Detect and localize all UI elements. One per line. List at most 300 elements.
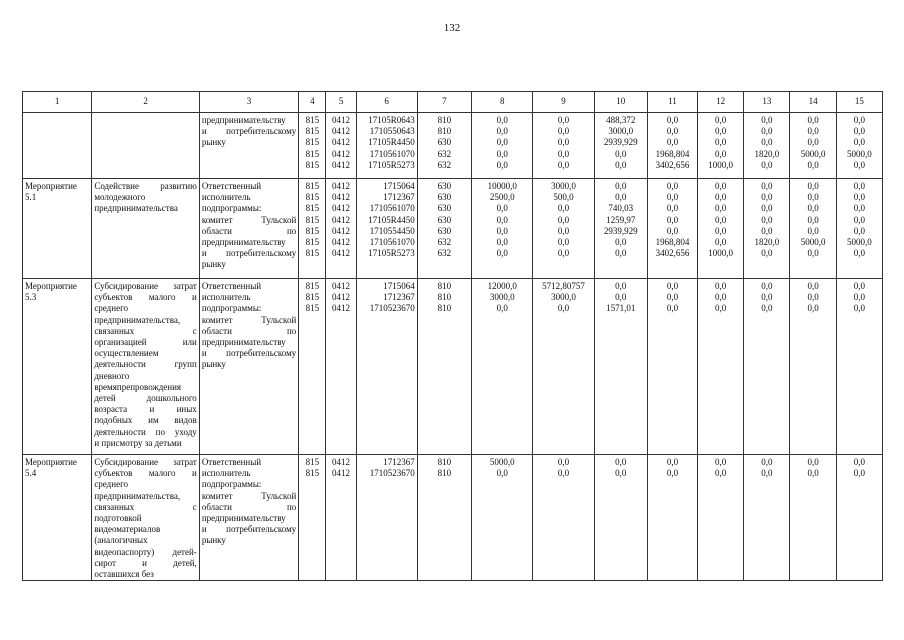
cell-line: 0,0 [715, 137, 727, 148]
cell-line: 0,0 [557, 303, 570, 314]
cell-line: 0,0 [853, 192, 865, 203]
cell-line: видеопаспорту) детей- [94, 546, 197, 557]
cell-line: 1710550643 [369, 126, 415, 137]
header-cell: 9 [533, 92, 594, 113]
cell-line: 815 [305, 192, 320, 203]
cell-line: 0,0 [715, 225, 727, 236]
cell-line: 0,0 [807, 225, 819, 236]
cell-line: 5.4 [25, 468, 37, 479]
table-cell-c12 [698, 113, 744, 179]
cell-line: 1000,0 [708, 159, 734, 170]
cell-line: 0,0 [615, 248, 627, 259]
cell-line: 630 [437, 203, 452, 214]
cell-line: исполнитель [201, 468, 251, 479]
cell-line: 815 [305, 237, 320, 248]
cell-line: и потребительскому [201, 524, 297, 535]
cell-line: 815 [305, 137, 320, 148]
cell-line: и потребительскому [201, 126, 297, 137]
cell-line: предпринимательства, [94, 490, 181, 501]
cell-line: исполнитель [201, 292, 251, 303]
cell-line: 632 [437, 159, 452, 170]
cell-line: Содействие развитию [94, 181, 197, 191]
cell-line: 5000,0 [846, 237, 872, 248]
cell-line: предпринимательства, [94, 314, 181, 325]
header-cell: 6 [356, 92, 417, 113]
cell-line: 0,0 [496, 303, 508, 314]
table-cell-c4 [299, 179, 326, 279]
cell-line: 17105R4450 [368, 137, 415, 148]
cell-line: среднего [94, 479, 129, 490]
cell-line: 0,0 [853, 303, 865, 314]
cell-line: 0,0 [615, 281, 627, 291]
cell-line: 630 [437, 214, 452, 225]
table-cell-c13 [744, 455, 790, 581]
header-cell: 1 [23, 92, 92, 113]
cell-line: 0412 [331, 126, 350, 137]
table-cell-measure [23, 455, 92, 581]
cell-line: 810 [437, 126, 452, 137]
table-cell-c15 [836, 179, 882, 279]
table-cell-executor [199, 113, 298, 179]
table-cell-c8 [472, 179, 533, 279]
cell-line: 5000,0 [489, 457, 515, 467]
cell-line: 500,0 [553, 192, 574, 203]
cell-line: 0,0 [761, 137, 773, 148]
cell-line: субъектов малого и [94, 468, 197, 479]
cell-line: Субсидирование затрат [94, 457, 197, 467]
header-cell: 13 [744, 92, 790, 113]
cell-line: рынку [201, 259, 226, 270]
table-cell-c7 [417, 179, 471, 279]
table-cell-c11 [647, 179, 697, 279]
table-cell-c12 [698, 279, 744, 455]
cell-line: 0,0 [761, 214, 773, 225]
table-cell-c14 [790, 113, 836, 179]
cell-line: 0,0 [715, 281, 727, 291]
cell-line: молодежного [94, 192, 146, 203]
cell-line: 0,0 [496, 115, 508, 125]
cell-line: 0,0 [761, 457, 773, 467]
table-cell-c5 [326, 113, 356, 179]
table-row [23, 279, 883, 455]
cell-line: 0,0 [853, 225, 865, 236]
table-cell-measure [23, 279, 92, 455]
cell-line: 0,0 [761, 181, 773, 191]
cell-line: 0412 [331, 281, 350, 291]
cell-line: подготовкой [94, 513, 142, 524]
cell-line: 0,0 [853, 468, 865, 479]
cell-line: 0,0 [807, 137, 819, 148]
cell-line: 5000,0 [800, 148, 826, 159]
cell-line: субъектов малого и [94, 292, 197, 303]
cell-line: 815 [305, 292, 320, 303]
cell-line: 17105R0643 [368, 115, 415, 125]
cell-line: 1820,0 [754, 237, 780, 248]
cell-line: 0,0 [496, 137, 508, 148]
cell-line: осуществлением [94, 348, 159, 359]
cell-line: деятельности групп [94, 359, 197, 370]
cell-line: 0,0 [853, 203, 865, 214]
cell-line: организацией или [94, 337, 197, 348]
cell-line: 0,0 [666, 203, 679, 214]
cell-line: 815 [305, 281, 320, 291]
cell-line: 0,0 [715, 303, 727, 314]
cell-line: 0,0 [496, 225, 508, 236]
cell-line: 0,0 [715, 237, 727, 248]
cell-line: 0,0 [715, 126, 727, 137]
cell-line: 0,0 [615, 237, 627, 248]
table-cell-c14 [790, 279, 836, 455]
cell-line: 630 [437, 181, 452, 191]
cell-line: 0,0 [557, 115, 570, 125]
cell-line: 0,0 [853, 457, 865, 467]
cell-line: 1259,97 [606, 214, 636, 225]
table-cell-executor [199, 179, 298, 279]
cell-line: 0,0 [807, 281, 819, 291]
table-cell-c12 [698, 179, 744, 279]
cell-line: 0,0 [807, 468, 819, 479]
cell-line: 1710554450 [369, 225, 415, 236]
cell-line: 0,0 [496, 214, 508, 225]
cell-line: связанных с [94, 325, 197, 336]
cell-line: предпринимательству [201, 513, 286, 524]
cell-line: 0,0 [615, 292, 627, 303]
cell-line: 5.3 [25, 292, 37, 303]
table-cell-c7 [417, 279, 471, 455]
cell-line: 1715064 [383, 281, 415, 291]
header-cell: 8 [472, 92, 533, 113]
cell-line: 0,0 [761, 192, 773, 203]
cell-line: 0,0 [666, 281, 679, 291]
table-cell-c6 [356, 279, 417, 455]
cell-line: 1968,804 [655, 237, 690, 248]
cell-line: 0412 [331, 159, 350, 170]
table-cell-c11 [647, 279, 697, 455]
table-cell-c10 [594, 179, 647, 279]
table-cell-c8 [472, 113, 533, 179]
table-cell-c13 [744, 113, 790, 179]
table-cell-c11 [647, 113, 697, 179]
table-row [23, 113, 883, 179]
cell-line: 0,0 [853, 248, 865, 259]
cell-line: 5000,0 [800, 237, 826, 248]
cell-line: Мероприятие [25, 181, 77, 191]
table-cell-c12 [698, 455, 744, 581]
cell-line: 0412 [331, 137, 350, 148]
table-cell-c8 [472, 455, 533, 581]
cell-line: Субсидирование затрат [94, 281, 197, 291]
cell-line: исполнитель [201, 192, 251, 203]
cell-line: 0,0 [853, 159, 865, 170]
table-cell-c5 [326, 279, 356, 455]
cell-line: 0,0 [807, 192, 819, 203]
cell-line: 1712367 [383, 192, 415, 203]
cell-line: деятельности по уходу [94, 426, 197, 437]
cell-line: 0,0 [557, 203, 570, 214]
cell-line: 0412 [331, 148, 350, 159]
cell-line: комитет Тульской [201, 314, 297, 325]
cell-line: 810 [437, 115, 452, 125]
table-cell-c8 [472, 279, 533, 455]
table-cell-executor [199, 279, 298, 455]
cell-line: 1710561070 [369, 237, 415, 248]
cell-line: 0,0 [853, 137, 865, 148]
table-cell-measure [23, 179, 92, 279]
cell-line: 12000,0 [487, 281, 517, 291]
cell-line: 815 [305, 225, 320, 236]
cell-line: 630 [437, 225, 452, 236]
cell-line: дневного [94, 370, 130, 381]
cell-line: 630 [437, 192, 452, 203]
cell-line: 0,0 [666, 137, 679, 148]
table-row [23, 179, 883, 279]
cell-line: 3000,0 [551, 181, 576, 191]
cell-line: 0,0 [615, 148, 627, 159]
cell-line: 0,0 [807, 115, 819, 125]
cell-line: 0,0 [666, 181, 679, 191]
cell-line: 0,0 [496, 126, 508, 137]
header-cell: 4 [299, 92, 326, 113]
cell-line: 815 [305, 203, 320, 214]
cell-line: 0,0 [666, 225, 679, 236]
cell-line: 1712367 [383, 457, 415, 467]
cell-line: 5712,80757 [542, 281, 585, 291]
table-cell-c10 [594, 455, 647, 581]
cell-line: 0,0 [557, 468, 570, 479]
table-cell-c13 [744, 279, 790, 455]
table-cell-c4 [299, 279, 326, 455]
cell-line: 0,0 [807, 126, 819, 137]
cell-line: 740,03 [608, 203, 634, 214]
cell-line: 810 [437, 468, 452, 479]
cell-line: 0,0 [853, 115, 865, 125]
cell-line: рынку [201, 137, 226, 148]
cell-line: 810 [437, 281, 452, 291]
table-cell-description [92, 113, 200, 179]
cell-line: 0,0 [615, 457, 627, 467]
cell-line: 0,0 [853, 181, 865, 191]
cell-line: 0,0 [557, 237, 570, 248]
cell-line: 1715064 [383, 181, 415, 191]
cell-line: 810 [437, 292, 452, 303]
cell-line: 0,0 [666, 214, 679, 225]
cell-line: предпринимательству [201, 237, 286, 248]
cell-line: 0412 [331, 303, 350, 314]
table-cell-c15 [836, 279, 882, 455]
cell-line: Мероприятие [25, 281, 77, 291]
table-header-row [23, 92, 883, 113]
cell-line: 0,0 [496, 203, 508, 214]
cell-line: 0,0 [807, 214, 819, 225]
cell-line: Ответственный [201, 281, 262, 291]
cell-line: 5000,0 [846, 148, 872, 159]
table-cell-c10 [594, 113, 647, 179]
cell-line: 0,0 [615, 192, 627, 203]
cell-line: 0,0 [715, 148, 727, 159]
cell-line: 1710561070 [369, 148, 415, 159]
table-cell-c9 [533, 455, 594, 581]
cell-line: 0,0 [666, 303, 679, 314]
cell-line: 815 [305, 248, 320, 259]
table-cell-c6 [356, 113, 417, 179]
table-cell-c9 [533, 279, 594, 455]
cell-line: 0,0 [761, 203, 773, 214]
table-cell-executor [199, 455, 298, 581]
cell-line: 0,0 [761, 248, 773, 259]
cell-line: 0,0 [715, 457, 727, 467]
cell-line: 0,0 [761, 281, 773, 291]
header-cell: 7 [417, 92, 471, 113]
cell-line: 1820,0 [754, 148, 780, 159]
cell-line: 0,0 [666, 292, 679, 303]
cell-line: 0,0 [715, 192, 727, 203]
cell-line: 815 [305, 181, 320, 191]
cell-line: 0,0 [761, 468, 773, 479]
cell-line: 0,0 [807, 181, 819, 191]
table-cell-c9 [533, 113, 594, 179]
table-cell-description [92, 455, 200, 581]
cell-line: 0,0 [666, 468, 679, 479]
table-cell-c9 [533, 179, 594, 279]
table-cell-c5 [326, 455, 356, 581]
cell-line: 632 [437, 248, 452, 259]
cell-line: 0,0 [761, 225, 773, 236]
cell-line: 0,0 [496, 237, 508, 248]
cell-line: 815 [305, 303, 320, 314]
cell-line: 1712367 [383, 292, 415, 303]
cell-line: 0412 [331, 115, 350, 125]
cell-line: комитет Тульской [201, 214, 297, 225]
table-cell-measure [23, 113, 92, 179]
cell-line: 0,0 [715, 292, 727, 303]
cell-line: 0,0 [615, 468, 627, 479]
cell-line: Мероприятие [25, 457, 77, 467]
cell-line: 0,0 [496, 468, 508, 479]
cell-line: 815 [305, 468, 320, 479]
cell-line: 0,0 [761, 115, 773, 125]
cell-line: 815 [305, 214, 320, 225]
cell-line: 815 [305, 159, 320, 170]
cell-line: 0,0 [496, 148, 508, 159]
header-cell: 11 [647, 92, 697, 113]
cell-line: предпринимательству [201, 337, 286, 348]
cell-line: 630 [437, 137, 452, 148]
cell-line: 0,0 [853, 214, 865, 225]
table-cell-c15 [836, 113, 882, 179]
cell-line: 0412 [331, 237, 350, 248]
header-cell: 5 [326, 92, 356, 113]
cell-line: 1710561070 [369, 203, 415, 214]
cell-line: 0,0 [496, 248, 508, 259]
cell-line: времяпрепровождения [94, 381, 182, 392]
cell-line: детей дошкольного [94, 393, 197, 404]
cell-line: подобных им видов [94, 415, 197, 426]
cell-line: сирот и детей, [94, 557, 197, 568]
cell-line: 17105R4450 [368, 214, 415, 225]
budget-table [22, 91, 883, 581]
cell-line: 810 [437, 303, 452, 314]
cell-line: 0,0 [666, 457, 679, 467]
header-cell: 2 [92, 92, 200, 113]
cell-line: 810 [437, 457, 452, 467]
cell-line: подпрограммы: [201, 479, 262, 490]
cell-line: 815 [305, 126, 320, 137]
cell-line: 0412 [331, 225, 350, 236]
cell-line: 3000,0 [608, 126, 634, 137]
cell-line: 17105R5273 [368, 159, 415, 170]
cell-line: 0,0 [666, 115, 679, 125]
cell-line: возраста и иных [94, 404, 197, 415]
cell-line: 632 [437, 148, 452, 159]
table-cell-c13 [744, 179, 790, 279]
cell-line: рынку [201, 359, 226, 370]
table-cell-c11 [647, 455, 697, 581]
cell-line: 0,0 [666, 126, 679, 137]
cell-line: 2939,929 [603, 225, 638, 236]
cell-line: 2500,0 [489, 192, 515, 203]
cell-line: 815 [305, 457, 320, 467]
cell-line: 0,0 [807, 248, 819, 259]
header-cell: 12 [698, 92, 744, 113]
cell-line: 1571,01 [606, 303, 636, 314]
table-cell-c14 [790, 455, 836, 581]
cell-line: 0412 [331, 292, 350, 303]
cell-line: 0,0 [557, 214, 570, 225]
cell-line: 3000,0 [551, 292, 576, 303]
cell-line: области по [201, 225, 297, 236]
cell-line: 10000,0 [487, 181, 517, 191]
cell-line: рынку [201, 535, 226, 546]
cell-line: 0,0 [557, 159, 570, 170]
table-cell-description [92, 279, 200, 455]
cell-line: 0,0 [557, 148, 570, 159]
table-row [23, 455, 883, 581]
cell-line: 0,0 [715, 115, 727, 125]
cell-line: 632 [437, 237, 452, 248]
table-cell-c15 [836, 455, 882, 581]
table-cell-c7 [417, 455, 471, 581]
cell-line: видеоматериалов [94, 524, 161, 535]
cell-line: 0,0 [853, 126, 865, 137]
cell-line: 0,0 [715, 214, 727, 225]
cell-line: 0,0 [807, 159, 819, 170]
cell-line: 1710523670 [369, 303, 415, 314]
cell-line: 0,0 [715, 203, 727, 214]
table-cell-c6 [356, 179, 417, 279]
cell-line: 0,0 [557, 137, 570, 148]
cell-line: и потребительскому [201, 248, 297, 259]
cell-line: 0,0 [853, 281, 865, 291]
cell-line: Ответственный [201, 457, 262, 467]
cell-line: 0,0 [761, 126, 773, 137]
table-cell-c14 [790, 179, 836, 279]
cell-line: среднего [94, 303, 129, 314]
cell-line: 0,0 [715, 468, 727, 479]
cell-line: 0412 [331, 248, 350, 259]
cell-line: 0,0 [666, 192, 679, 203]
cell-line: 5.1 [25, 192, 37, 203]
cell-line: 0,0 [715, 181, 727, 191]
cell-line: 0,0 [853, 292, 865, 303]
cell-line: предпринимательства [94, 203, 178, 214]
cell-line: 815 [305, 148, 320, 159]
cell-line: 1710523670 [369, 468, 415, 479]
table-cell-c7 [417, 113, 471, 179]
cell-line: 0412 [331, 203, 350, 214]
cell-line: подпрограммы: [201, 303, 262, 314]
cell-line: связанных с [94, 501, 197, 512]
cell-line: 815 [305, 115, 320, 125]
